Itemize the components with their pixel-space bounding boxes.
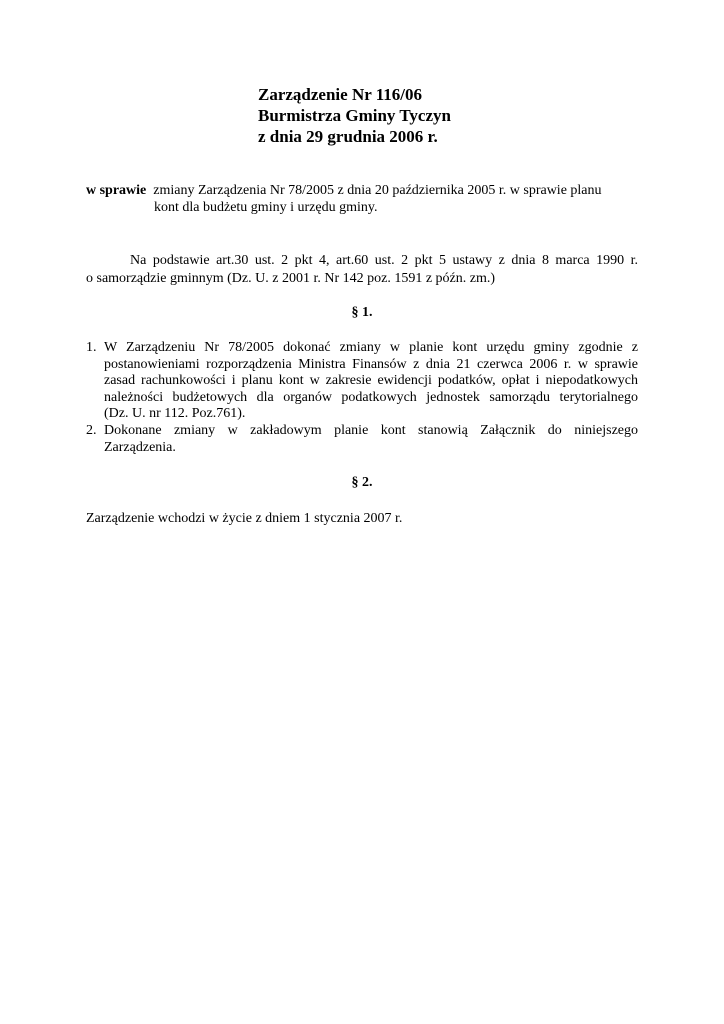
list-item-line: W Zarządzeniu Nr 78/2005 dokonać zmiany w planie kont urzędu gminy zgodnie z (104, 340, 638, 355)
list-item-line: (Dz. U. nr 112. Poz.761). (104, 406, 246, 422)
basis-line-2: o samorządzie gminnym (Dz. U. z 2001 r. Nr 142 poz. 1591 z późn. zm.) (86, 271, 496, 286)
basis-line-1: Na podstawie art.30 ust. 2 pkt 4, art.60 ust. 2 pkt 5 ustawy z dnia 8 marca 1990 r. (130, 253, 638, 268)
list-item-line: Zarządzenia. (104, 439, 176, 455)
list-item (86, 423, 638, 456)
subject-text-1: zmiany Zarządzenia Nr 78/2005 z dnia 20 października 2005 r. w sprawie planu (153, 183, 602, 198)
title-line-2: Burmistrza Gminy Tyczyn (258, 106, 451, 125)
list-item-line: zasad rachunkowości i planu kont w zakresie ewidencji podatków, opłat i niepodatkowych (104, 373, 638, 389)
section-1-list (86, 340, 638, 456)
list-item-line: należności budżetowych dla organów podatkowych jednostek samorządu terytorialnego (104, 389, 638, 405)
document-title (258, 84, 451, 147)
title-line-1: Zarządzenie Nr 116/06 (258, 85, 422, 104)
subject-line-1 (86, 182, 646, 199)
document-subject (86, 182, 646, 216)
subject-line-2: kont dla budżetu gminy i urzędu gminy. (154, 200, 378, 215)
section-1-heading: § 1. (351, 305, 373, 320)
list-item-number: 2. (86, 422, 97, 438)
list-item (86, 340, 638, 423)
list-item-line: Dokonane zmiany w zakładowym planie kont stanowią Załącznik do niniejszego (104, 422, 638, 438)
list-item-number: 1. (86, 340, 97, 355)
closing-statement: Zarządzenie wchodzi w życie z dniem 1 stycznia 2007 r. (86, 511, 403, 526)
legal-basis (86, 252, 638, 288)
subject-lead: w sprawie (86, 183, 147, 198)
list-item-line: postanowieniami rozporządzenia Ministra Finansów z dnia 21 czerwca 2006 r. w sprawie (104, 356, 638, 372)
title-line-3: z dnia 29 grudnia 2006 r. (258, 127, 438, 146)
section-2-heading: § 2. (351, 475, 373, 490)
